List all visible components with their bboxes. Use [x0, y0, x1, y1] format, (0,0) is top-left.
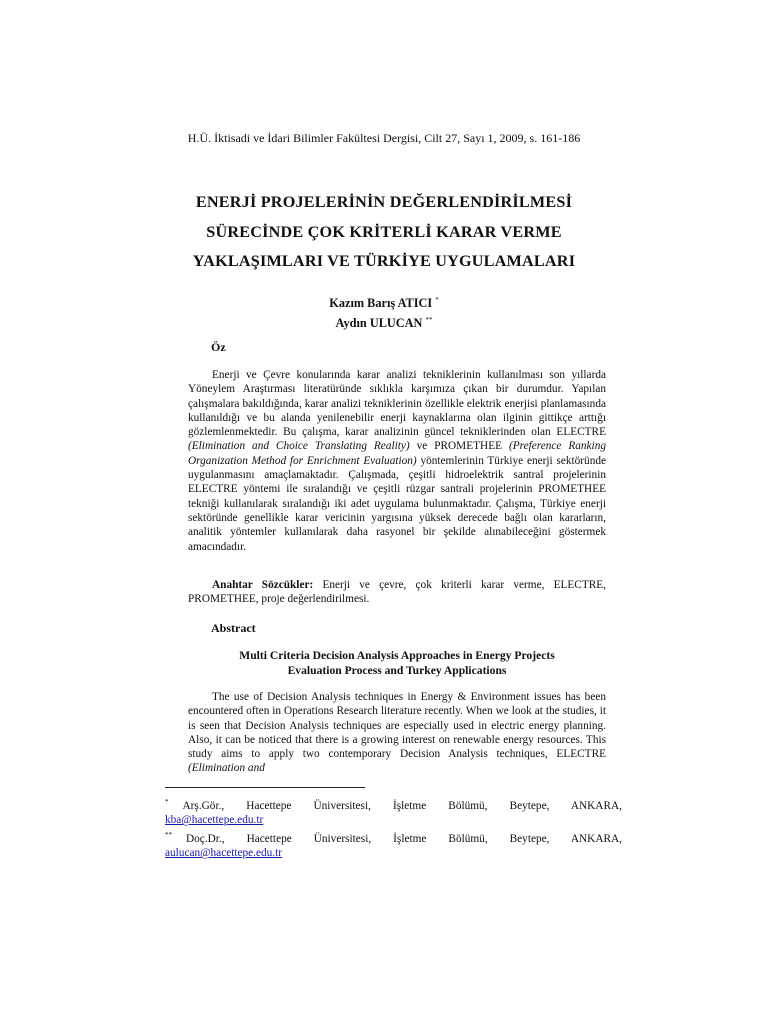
promethee-expansion: (Preference Ranking Organization Method for Enrichment Evaluation)	[188, 440, 606, 467]
author-1	[0, 292, 768, 312]
footnote-separator	[165, 787, 365, 788]
author-name: Aydın ULUCAN	[335, 316, 423, 331]
author-name: Kazım Barış ATICI	[329, 296, 433, 311]
footnote-1	[165, 795, 622, 828]
footnote-marker: *	[435, 296, 439, 304]
title-line-3: YAKLAŞIMLARI VE TÜRKİYE UYGULAMALARI	[192, 252, 576, 270]
footnote-text: Arş.Gör., Hacettepe Üniversitesi, İşletme Bölümü, Beytepe, ANKARA,	[182, 799, 622, 812]
english-title	[188, 648, 606, 678]
footnote-mark: **	[165, 830, 172, 839]
oz-paragraph	[188, 368, 606, 554]
english-title-line-2: Evaluation Process and Turkey Applications	[287, 664, 507, 677]
footnote-text: Doç.Dr., Hacettepe Üniversitesi, İşletme Bölümü, Beytepe, ANKARA,	[186, 832, 622, 845]
footnotes	[165, 795, 622, 861]
author-2	[0, 312, 768, 332]
oz-text: ve PROMETHEE	[409, 440, 509, 453]
title-line-1: ENERJİ PROJELERİNİN DEĞERLENDİRİLMESİ	[195, 193, 573, 211]
keywords-label: Anahtar Sözcükler:	[212, 579, 314, 591]
keywords-paragraph	[188, 578, 606, 607]
email-link[interactable]: aulucan@hacettepe.edu.tr	[165, 847, 283, 860]
footnote-marker: **	[425, 316, 433, 325]
journal-citation: H.Ü. İktisadi ve İdari Bilimler Fakültesi Dergisi, Cilt 27, Sayı 1, 2009, s. 161-186	[187, 131, 581, 145]
footnote-mark: *	[165, 798, 169, 806]
electre-expansion: (Elimination and Choice Translating Reality)	[188, 440, 410, 453]
oz-heading: Öz	[211, 340, 226, 354]
keywords-text: Enerji ve çevre, çok kriterli karar verme, ELECTRE, PROMETHEE, proje değerlendirilmesi.	[188, 579, 607, 606]
abstract-paragraph	[188, 690, 606, 776]
abstract-heading: Abstract	[211, 621, 256, 635]
email-link[interactable]: kba@hacettepe.edu.tr	[165, 814, 264, 827]
oz-text: yöntemlerinin Türkiye enerji sektöründe uygulanmasını amaçlamaktadır. Çalışmada, çeşitli hidroelektrik santral projelerinin ELECTRE yöntemi ile sıralandığı ve çeşitli rüzgar santrali projelerinin PROMETHEE tekniği kullanılarak sıralandığı iki adet uygulama bulunmaktadır. Çalışma, Türkiye enerji sektöründe genellikle karar vericinin yargısına yüksek derecede bağlı olan kararların, analitik yöntemler kullanılarak daha rasyonel bir şekilde alınabileceğini göstermek amacındadır.	[188, 454, 607, 553]
abstract-text: The use of Decision Analysis techniques in Energy & Environment issues has been encountered often in Operations Research literature recently. When we look at the studies, it is seen that Decision Analysis techniques are especially used in electric energy planning. Also, it can be noticed that there is a growing interest on renewable energy resources. This study aims to apply two contemporary Decision Analysis techniques, ELECTRE	[188, 691, 606, 761]
english-title-line-1: Multi Criteria Decision Analysis Approaches in Energy Projects	[239, 649, 555, 662]
title-line-2: SÜRECİNDE ÇOK KRİTERLİ KARAR VERME	[206, 222, 562, 241]
electre-expansion-en: (Elimination and	[188, 762, 265, 775]
paper-title	[120, 188, 648, 277]
oz-text: Enerji ve Çevre konularında karar analizi tekniklerinin kullanılması son yıllarda Yöneylem Araştırması literatüründe sıklıkla karşımıza çıkan bir durumdur. Yapılan çalışmalara bakıldığında, karar analizi tekniklerinin özellikle elektrik enerjisi planlamasında kullanıldığı ve bu alanda yenilenebilir enerji kaynaklarına olan ilginin gittikçe arttığı gözlemlenmektedir. Bu çalışma, karar analizinin güncel tekniklerinden olan ELECTRE	[188, 369, 606, 439]
author-list	[0, 292, 768, 332]
footnote-2	[165, 828, 622, 861]
